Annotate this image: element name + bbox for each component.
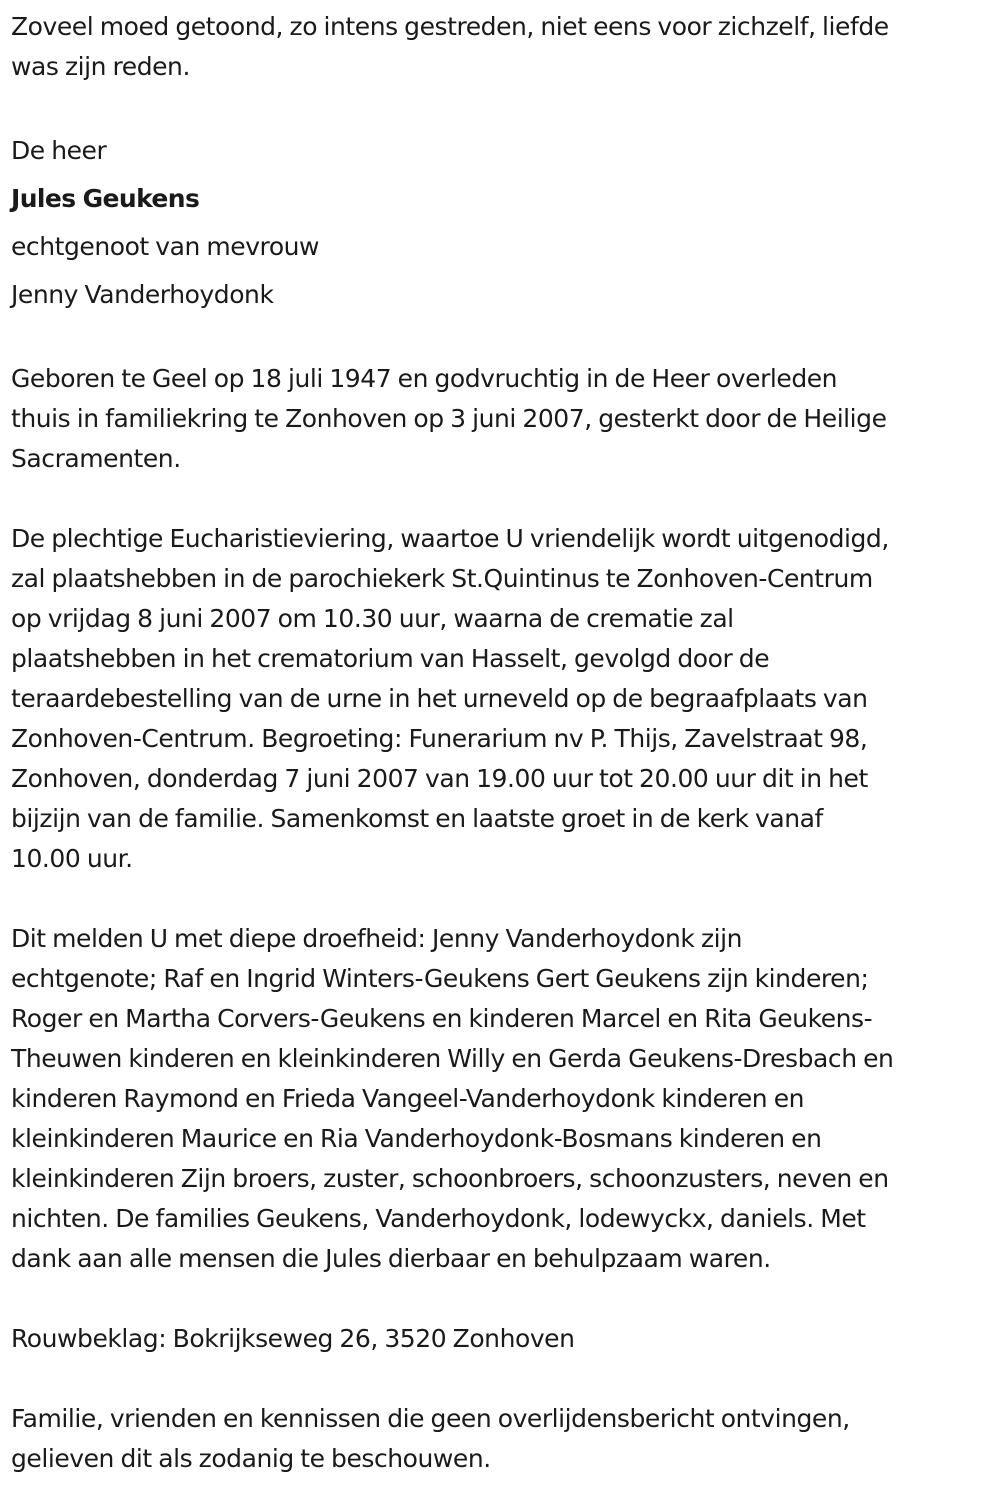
deceased-name: Jules Geukens	[11, 184, 200, 213]
birth-death-line: Geboren te Geel op 18 juli 1947 en godvruchtig in de Heer overleden	[11, 364, 838, 393]
closing-line: Familie, vrienden en kennissen die geen overlijdensbericht ontvingen,	[11, 1404, 850, 1433]
paragraph-spacer	[11, 1279, 991, 1319]
ceremony-line: zal plaatshebben in de parochiekerk St.Quintinus te Zonhoven-Centrum	[11, 564, 873, 593]
obituary-document	[11, 7, 991, 1479]
paragraph-spacer	[11, 87, 991, 127]
deceased-block	[11, 127, 991, 319]
family-line: Roger en Martha Corvers-Geukens en kinderen Marcel en Rita Geukens-	[11, 1004, 873, 1033]
family-line: kleinkinderen Maurice en Ria Vanderhoydonk-Bosmans kinderen en	[11, 1124, 822, 1153]
condolence-paragraph	[11, 1319, 991, 1359]
quote-paragraph	[11, 7, 991, 87]
quote-line: was zijn reden.	[11, 52, 190, 81]
ceremony-line: Zonhoven, donderdag 7 juni 2007 van 19.00 uur tot 20.00 uur dit in het	[11, 764, 868, 793]
closing-paragraph	[11, 1399, 991, 1479]
paragraph-spacer	[11, 1359, 991, 1399]
birth-death-line: Sacramenten.	[11, 444, 181, 473]
family-line: echtgenote; Raf en Ingrid Winters-Geukens Gert Geukens zijn kinderen;	[11, 964, 869, 993]
ceremony-line: teraardebestelling van de urne in het urneveld op de begraafplaats van	[11, 684, 868, 713]
ceremony-line: op vrijdag 8 juni 2007 om 10.30 uur, waarna de crematie zal	[11, 604, 734, 633]
family-line: Dit melden U met diepe droefheid: Jenny Vanderhoydonk zijn	[11, 924, 743, 953]
birth-death-line: thuis in familiekring te Zonhoven op 3 juni 2007, gesterkt door de Heilige	[11, 404, 887, 433]
birth-death-paragraph	[11, 359, 991, 479]
condolence-address: Rouwbeklag: Bokrijkseweg 26, 3520 Zonhoven	[11, 1324, 575, 1353]
ceremony-line: bijzijn van de familie. Samenkomst en laatste groet in de kerk vanaf	[11, 804, 823, 833]
relation-line: echtgenoot van mevrouw	[11, 232, 320, 261]
spouse-name: Jenny Vanderhoydonk	[11, 280, 274, 309]
paragraph-spacer	[11, 479, 991, 519]
family-line: kleinkinderen Zijn broers, zuster, schoonbroers, schoonzusters, neven en	[11, 1164, 889, 1193]
ceremony-line: plaatshebben in het crematorium van Hasselt, gevolgd door de	[11, 644, 770, 673]
ceremony-line: 10.00 uur.	[11, 844, 133, 873]
quote-line: Zoveel moed getoond, zo intens gestreden, niet eens voor zichzelf, liefde	[11, 12, 889, 41]
family-line: nichten. De families Geukens, Vanderhoydonk, lodewyckx, daniels. Met	[11, 1204, 866, 1233]
family-line: kinderen Raymond en Frieda Vangeel-Vanderhoydonk kinderen en	[11, 1084, 805, 1113]
ceremony-paragraph	[11, 519, 991, 879]
family-line: dank aan alle mensen die Jules dierbaar en behulpzaam waren.	[11, 1244, 771, 1273]
family-line: Theuwen kinderen en kleinkinderen Willy en Gerda Geukens-Dresbach en	[11, 1044, 894, 1073]
paragraph-spacer	[11, 879, 991, 919]
closing-line: gelieven dit als zodanig te beschouwen.	[11, 1444, 491, 1473]
ceremony-line: De plechtige Eucharistieviering, waartoe U vriendelijk wordt uitgenodigd,	[11, 524, 889, 553]
family-paragraph	[11, 919, 991, 1279]
paragraph-spacer	[11, 319, 991, 359]
salutation: De heer	[11, 136, 107, 165]
ceremony-line: Zonhoven-Centrum. Begroeting: Funerarium nv P. Thijs, Zavelstraat 98,	[11, 724, 868, 753]
